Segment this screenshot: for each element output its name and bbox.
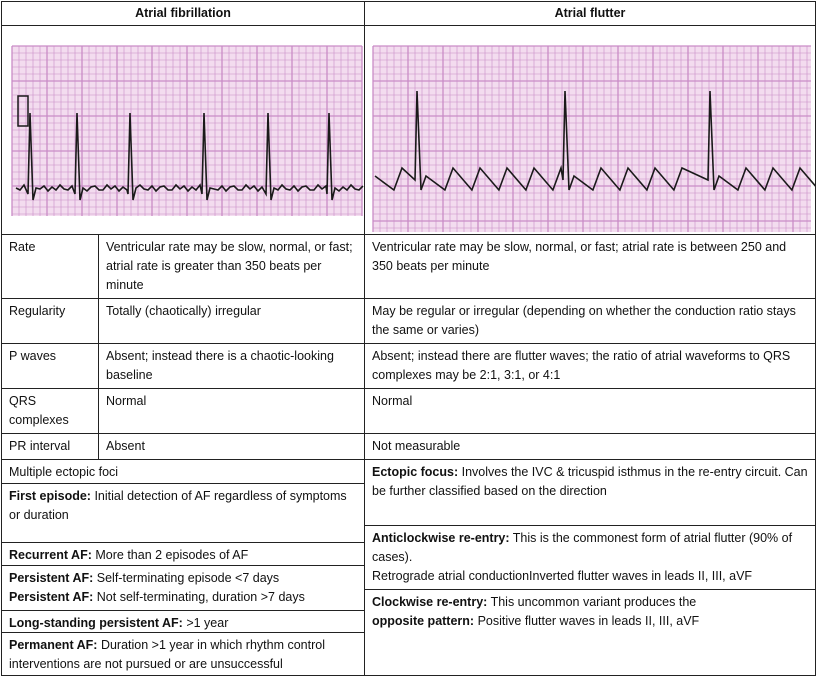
af-first-episode: First episode: Initial detection of AF regardless of symptoms or duration	[2, 484, 364, 543]
header-atrial-flutter: Atrial flutter	[365, 2, 816, 26]
af-multiple-foci: Multiple ectopic foci	[2, 460, 364, 484]
header-atrial-fibrillation: Atrial fibrillation	[2, 2, 365, 26]
flutter-anticlockwise: Anticlockwise re-entry: This is the commonest form of atrial flutter (90% of cases). Retrograde atrial conductionInverted flutter waves in leads II, III, aVF	[365, 526, 815, 590]
rate-af: Ventricular rate may be slow, normal, or fast; atrial rate is greater than 350 beats per minute	[99, 235, 365, 299]
regularity-label: Regularity	[2, 299, 99, 344]
regularity-af: Totally (chaotically) irregular	[99, 299, 365, 344]
flutter-clockwise: Clockwise re-entry: This uncommon variant produces the opposite pattern: Positive flutter waves in leads II, III, aVF	[372, 595, 700, 628]
rate-flutter: Ventricular rate may be slow, normal, or fast; atrial rate is between 250 and 350 beats per minute	[365, 235, 816, 299]
pr-flutter: Not measurable	[365, 434, 816, 460]
pr-label: PR interval	[2, 434, 99, 460]
pwaves-flutter: Absent; instead there are flutter waves; the ratio of atrial waveforms to QRS complexes may be 2:1, 3:1, or 4:1	[365, 344, 816, 389]
af-permanent: Permanent AF: Duration >1 year in which rhythm control interventions are not pursued or are unsuccessful	[9, 638, 325, 671]
pr-af: Absent	[99, 434, 365, 460]
rate-label: Rate	[2, 235, 99, 299]
flutter-ecg-cell	[365, 26, 816, 235]
af-types-cell	[2, 460, 365, 676]
flutter-types-cell	[365, 460, 816, 676]
qrs-label: QRS complexes	[2, 389, 99, 434]
flutter-ecg-strip	[365, 26, 815, 234]
af-persistent: Persistent AF: Self-terminating episode <7 days Persistent AF: Not self-terminating, duration >7 days	[2, 566, 364, 611]
qrs-flutter: Normal	[365, 389, 816, 434]
qrs-af: Normal	[99, 389, 365, 434]
af-long-standing: Long-standing persistent AF: >1 year	[2, 611, 364, 633]
comparison-table	[1, 1, 816, 676]
pwaves-label: P waves	[2, 344, 99, 389]
regularity-flutter: May be regular or irregular (depending on whether the conduction ratio stays the same or varies)	[365, 299, 816, 344]
af-ecg-cell	[2, 26, 365, 235]
af-ecg-strip	[2, 26, 364, 234]
flutter-ectopic-focus: Ectopic focus: Involves the IVC & tricuspid isthmus in the re-entry circuit. Can be further classified based on the direction	[365, 460, 815, 526]
pwaves-af: Absent; instead there is a chaotic-looking baseline	[99, 344, 365, 389]
af-recurrent: Recurrent AF: More than 2 episodes of AF	[2, 543, 364, 566]
